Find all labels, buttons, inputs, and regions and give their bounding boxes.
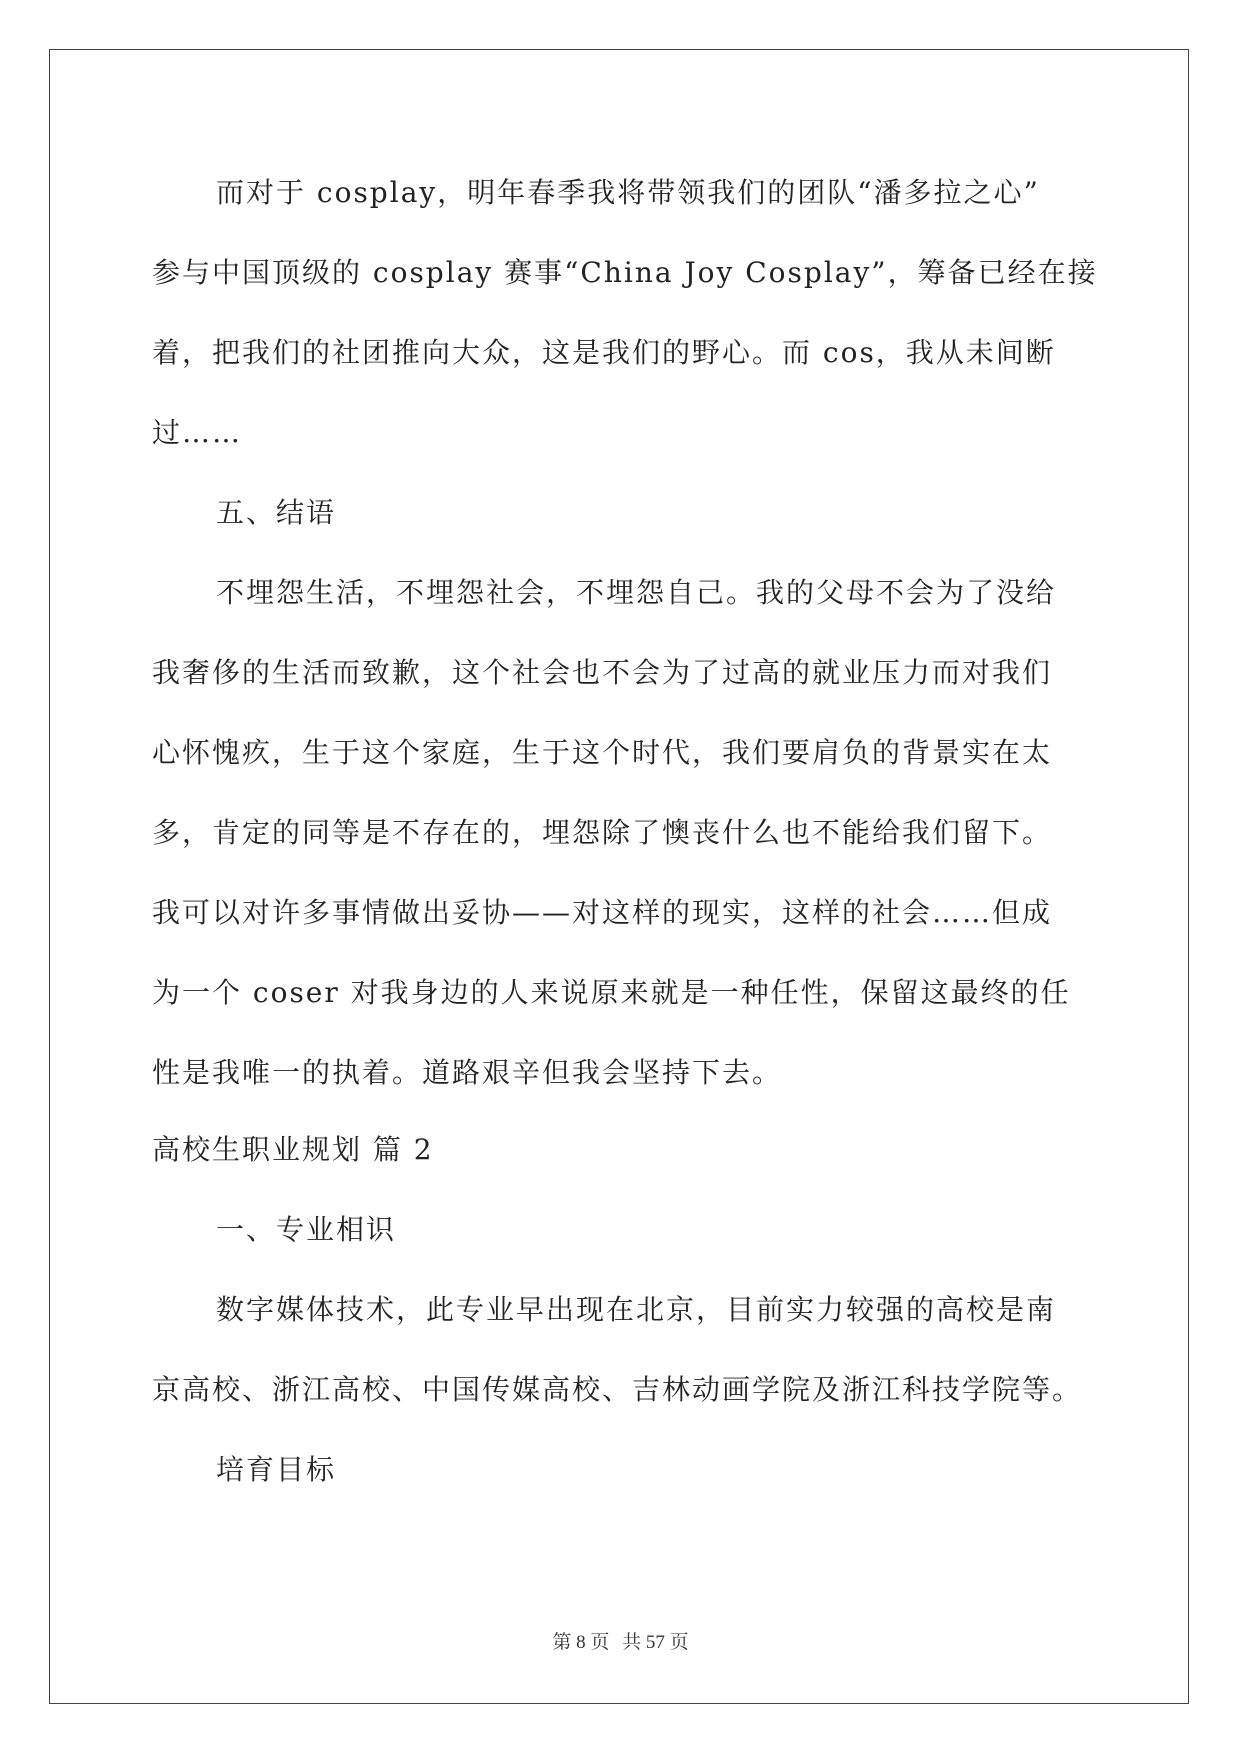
paragraph-cosplay-line-3: 着，把我们的社团推向大众，这是我们的野心。而 cos，我从未间断 — [152, 336, 1056, 369]
paragraph-conclusion-line-7: 性是我唯一的执着。道路艰辛但我会坚持下去。 — [152, 1056, 783, 1089]
page-total: 共 57 页 — [622, 1632, 689, 1653]
paragraph-major-line-1: 数字媒体技术，此专业早出现在北京，目前实力较强的高校是南 — [216, 1293, 1057, 1326]
section-heading-conclusion: 五、结语 — [216, 496, 337, 529]
section-heading-major: 一、专业相识 — [216, 1213, 397, 1246]
paragraph-cosplay-line-1: 而对于 cosplay，明年春季我将带领我们的团队“潘多拉之心” — [216, 176, 1040, 209]
page-number: 第 8 页 — [552, 1632, 610, 1653]
paragraph-cosplay-line-4: 过…… — [152, 416, 243, 449]
paragraph-conclusion-line-2: 我奢侈的生活而致歉，这个社会也不会为了过高的就业压力而对我们 — [152, 656, 1053, 689]
paragraph-cosplay-line-2: 参与中国顶级的 cosplay 赛事“China Joy Cosplay”，筹备已经在接 — [152, 256, 1098, 289]
paragraph-conclusion-line-3: 心怀愧疚，生于这个家庭，生于这个时代，我们要肩负的背景实在太 — [152, 736, 1053, 769]
paragraph-conclusion-line-4: 多，肯定的同等是不存在的，埋怨除了懊丧什么也不能给我们留下。 — [152, 816, 1053, 849]
paragraph-conclusion-line-1: 不埋怨生活，不埋怨社会，不埋怨自己。我的父母不会为了没给 — [216, 576, 1057, 609]
page-footer — [0, 1627, 1241, 1654]
section-heading-goals: 培育目标 — [216, 1453, 337, 1486]
paragraph-major-line-2: 京高校、浙江高校、中国传媒高校、吉林动画学院及浙江科技学院等。 — [152, 1373, 1083, 1406]
article-title-part-2: 高校生职业规划 篇 2 — [152, 1133, 434, 1166]
paragraph-conclusion-line-6: 为一个 coser 对我身边的人来说原来就是一种任性，保留这最终的任 — [152, 976, 1071, 1009]
paragraph-conclusion-line-5: 我可以对许多事情做出妥协——对这样的现实，这样的社会……但成 — [152, 896, 1053, 929]
